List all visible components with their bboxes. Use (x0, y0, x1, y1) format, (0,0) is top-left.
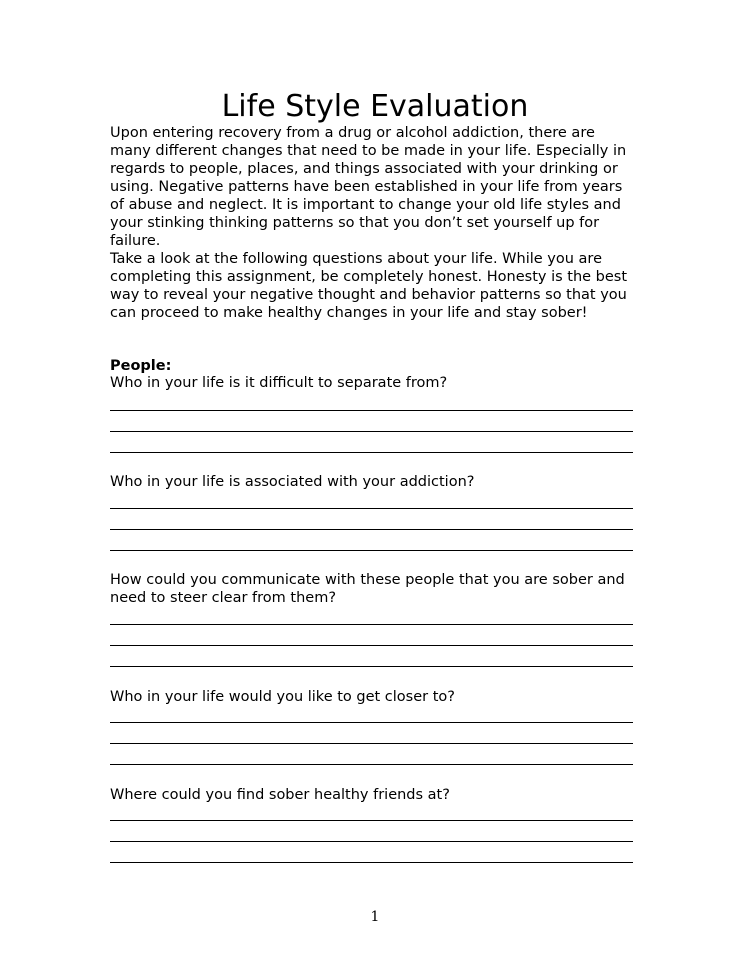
answer-line[interactable] (110, 743, 633, 744)
question-2: Who in your life is associated with your addiction? (110, 474, 475, 490)
answer-line[interactable] (110, 410, 633, 411)
question-5: Where could you find sober healthy friends at? (110, 787, 450, 803)
answer-line[interactable] (110, 550, 633, 551)
answer-line[interactable] (110, 666, 633, 667)
page-number: 1 (370, 909, 380, 925)
answer-line[interactable] (110, 841, 633, 842)
answer-line[interactable] (110, 508, 633, 509)
question-3: How could you communicate with these people that you are sober and need to steer clear from them? (110, 572, 625, 606)
answer-line[interactable] (110, 529, 633, 530)
intro-paragraph-1: Upon entering recovery from a drug or alcohol addiction, there are many different changes that need to be made in your life. Especially in regards to people, places, and things associated with your drinking or using. Negative patterns have been established in your life from years of abuse and neglect. It is important to change your old life styles and your stinking thinking patterns so that you don’t set yourself up for failure. (110, 125, 627, 249)
section-heading-people: People: (110, 358, 172, 374)
answer-line[interactable] (110, 645, 633, 646)
answer-line[interactable] (110, 624, 633, 625)
page-title: Life Style Evaluation (221, 89, 529, 124)
answer-line[interactable] (110, 820, 633, 821)
answer-line[interactable] (110, 862, 633, 863)
question-1: Who in your life is it difficult to separate from? (110, 375, 448, 391)
intro-paragraph-2: Take a look at the following questions about your life. While you are completing this assignment, be completely honest. Honesty is the best way to reveal your negative thought and behavior patterns so that you can proceed to make healthy changes in your life and stay sober! (110, 251, 628, 321)
answer-line[interactable] (110, 452, 633, 453)
answer-line[interactable] (110, 431, 633, 432)
answer-line[interactable] (110, 764, 633, 765)
answer-line[interactable] (110, 722, 633, 723)
question-4: Who in your life would you like to get closer to? (110, 689, 455, 705)
